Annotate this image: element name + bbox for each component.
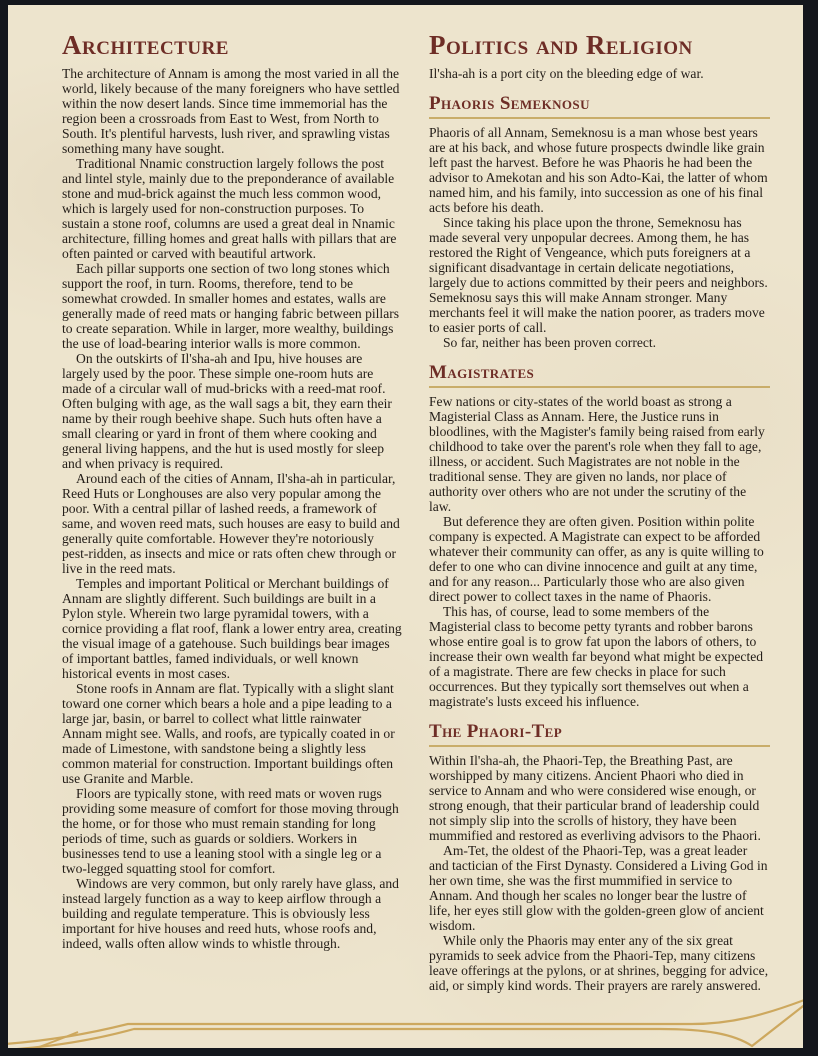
paragraph: Traditional Nnamic construction largely follows the post and lintel style, mainly due to the preponderance of available stone and mud-brick against the much less common wood, which is largely used for non-construction purposes. To sustain a stone roof, columns are used a great deal in Nnamic architecture, filling homes and great halls with pillars that are often painted or carved with beautiful artwork.	[62, 156, 397, 262]
paragraph: Stone roofs in Annam are flat. Typically with a slight slant toward one corner which bears a hole and a pipe leading to a large jar, basin, or barrel to collect what little rainwater Annam might see. Walls, and roofs, are typically coated in or made of Limestone, with sandstone being a slightly less common material for construction. Important buildings often use Granite and Marble.	[62, 681, 395, 787]
subsection-title-magistrates: Magistrates	[429, 363, 770, 388]
document-page	[8, 5, 803, 1048]
paragraph: The architecture of Annam is among the most varied in all the world, likely because of the many foreigners who have settled within the now desert lands. Since time immemorial has the region been a crossroads from East to West, from North to South. It's plentiful harvests, lush river, and sprawling vistas something many have sought.	[62, 66, 400, 157]
paragraph: Since taking his place upon the throne, Semeknosu has made several very unpopular decrees. Among them, he has restored the Right of Vengeance, which puts foreigners at a significant disadvantage in certain delicate negotiations, largely due to actions committed by their peers and neighbors. Semeknosu says this will make Annam stronger. Many merchants feel it will make the nation poorer, as traders move to easier ports of call.	[429, 215, 768, 336]
paragraph: Around each of the cities of Annam, Il'sha-ah in particular, Reed Huts or Longhouses are also very popular among the poor. With a central pillar of lashed reeds, a framework of same, and woven reed mats, such houses are easy to build and generally quite comfortable. However they're notoriously pest-ridden, as insects and mice or rats often chew through or live in the reed mats.	[62, 471, 400, 577]
paragraph: Phaoris of all Annam, Semeknosu is a man whose best years are at his back, and whose future prospects dwindle like grain left past the harvest. Before he was Phaoris he had been the advisor to Amekotan and his son Adto-Kai, the latter of whom named him, and his family, into succession as one of his final acts before his death.	[429, 125, 768, 216]
subsection-title-phaoris-semeknosu: Phaoris Semeknosu	[429, 94, 770, 119]
footer-flourish-ornament	[8, 986, 803, 1048]
two-column-layout	[8, 5, 803, 993]
intro-paragraph: Il'sha-ah is a port city on the bleeding edge of war.	[429, 66, 704, 82]
right-column	[429, 31, 770, 993]
paragraph: Windows are very common, but only rarely have glass, and instead largely function as a way to keep airflow through a building and regulate temperature. This is obviously less important for hive houses and reed huts, whose roofs and, indeed, walls often allow winds to whistle through.	[62, 876, 399, 952]
paragraph: This has, of course, lead to some members of the Magisterial class to become petty tyrants and robber barons whose entire goal is to grow fat upon the labors of others, to increase their own wealth far beyond what might be expected of a magistrate. There are few checks in place for such occurrences. But they typically sort themselves out when a magistrate's lusts exceed his influence.	[429, 604, 764, 710]
paragraph: Temples and important Political or Merchant buildings of Annam are slightly different. Such buildings are built in a Pylon style. Wherein two large pyramidal towers, with a cornice providing a flat roof, flank a lower entry area, creating the visual image of a gatehouse. Such buildings bear images of important battles, famed individuals, or well known historical events in most cases.	[62, 576, 402, 682]
paragraph: Am-Tet, the oldest of the Phaori-Tep, was a great leader and tactician of the First Dynasty. Considered a Living God in her own time, she was the first mummified in service to Annam. And though her scales no longer bear the lustre of life, her eyes still glow with the golden-green glow of ancient wisdom.	[429, 843, 768, 934]
subsection-title-the-phaori-tep: The Phaori-Tep	[429, 722, 770, 747]
paragraph: Few nations or city-states of the world boast as strong a Magisterial Class as Annam. Here, the Justice runs in bloodlines, with the Magister's family being raised from early childhood to take over the parent's role when they fall to age, illness, or accident. Such Magistrates are not noble in the traditional sense. They are given no lands, nor place of authority over others who are not under the scrutiny of the law.	[429, 394, 765, 515]
paragraph: So far, neither has been proven correct.	[443, 335, 657, 351]
left-column	[62, 31, 403, 993]
section-title-architecture: Architecture	[62, 30, 229, 60]
paragraph: But deference they are often given. Position within polite company is expected. A Magistrate can expect to be afforded whatever their community can offer, as any is quite willing to defer to one who can divine innocence and guilt at any time, and for any reason... Particularly those who are also given direct power to collect taxes in the name of Phaoris.	[429, 514, 764, 605]
section-title-politics-and-religion: Politics and Religion	[429, 30, 693, 60]
paragraph: Each pillar supports one section of two long stones which support the roof, in turn. Rooms, therefore, tend to be somewhat crowded. In smaller homes and estates, walls are generally made of reed mats or hanging fabric between pillars to create separation. While in larger, more wealthy, buildings the use of load-bearing interior walls is more common.	[62, 261, 400, 352]
paragraph: Floors are typically stone, with reed mats or woven rugs providing some measure of comfort for those moving through the home, or for those who must remain standing for long periods of time, such as guards or soldiers. Workers in businesses tend to use a leaning stool with a single leg or a two-legged squatting stool for comfort.	[62, 786, 399, 877]
paragraph: While only the Phaoris may enter any of the six great pyramids to seek advice from the Phaori-Tep, many citizens leave offerings at the pylons, or at shrines, begging for advice, aid, or simply kind words. Their prayers are rarely answered.	[429, 933, 769, 994]
paragraph: On the outskirts of Il'sha-ah and Ipu, hive houses are largely used by the poor. These simple one-room huts are made of a circular wall of mud-bricks with a reed-mat roof. Often bulging with age, as the wall sags a bit, they earn their name by their rough beehive shape. Such huts often have a small clearing or yard in front of them where cooking and general living happens, and the hut is used mostly for sleep and when privacy is required.	[62, 351, 392, 472]
paragraph: Within Il'sha-ah, the Phaori-Tep, the Breathing Past, are worshipped by many citizens. Ancient Phaori who died in service to Annam and who were considered wise enough, or strong enough, that their particular brand of leadership could not simply slip into the scrolls of history, they have been mummified and restored as everliving advisors to the Phaori.	[429, 753, 761, 844]
